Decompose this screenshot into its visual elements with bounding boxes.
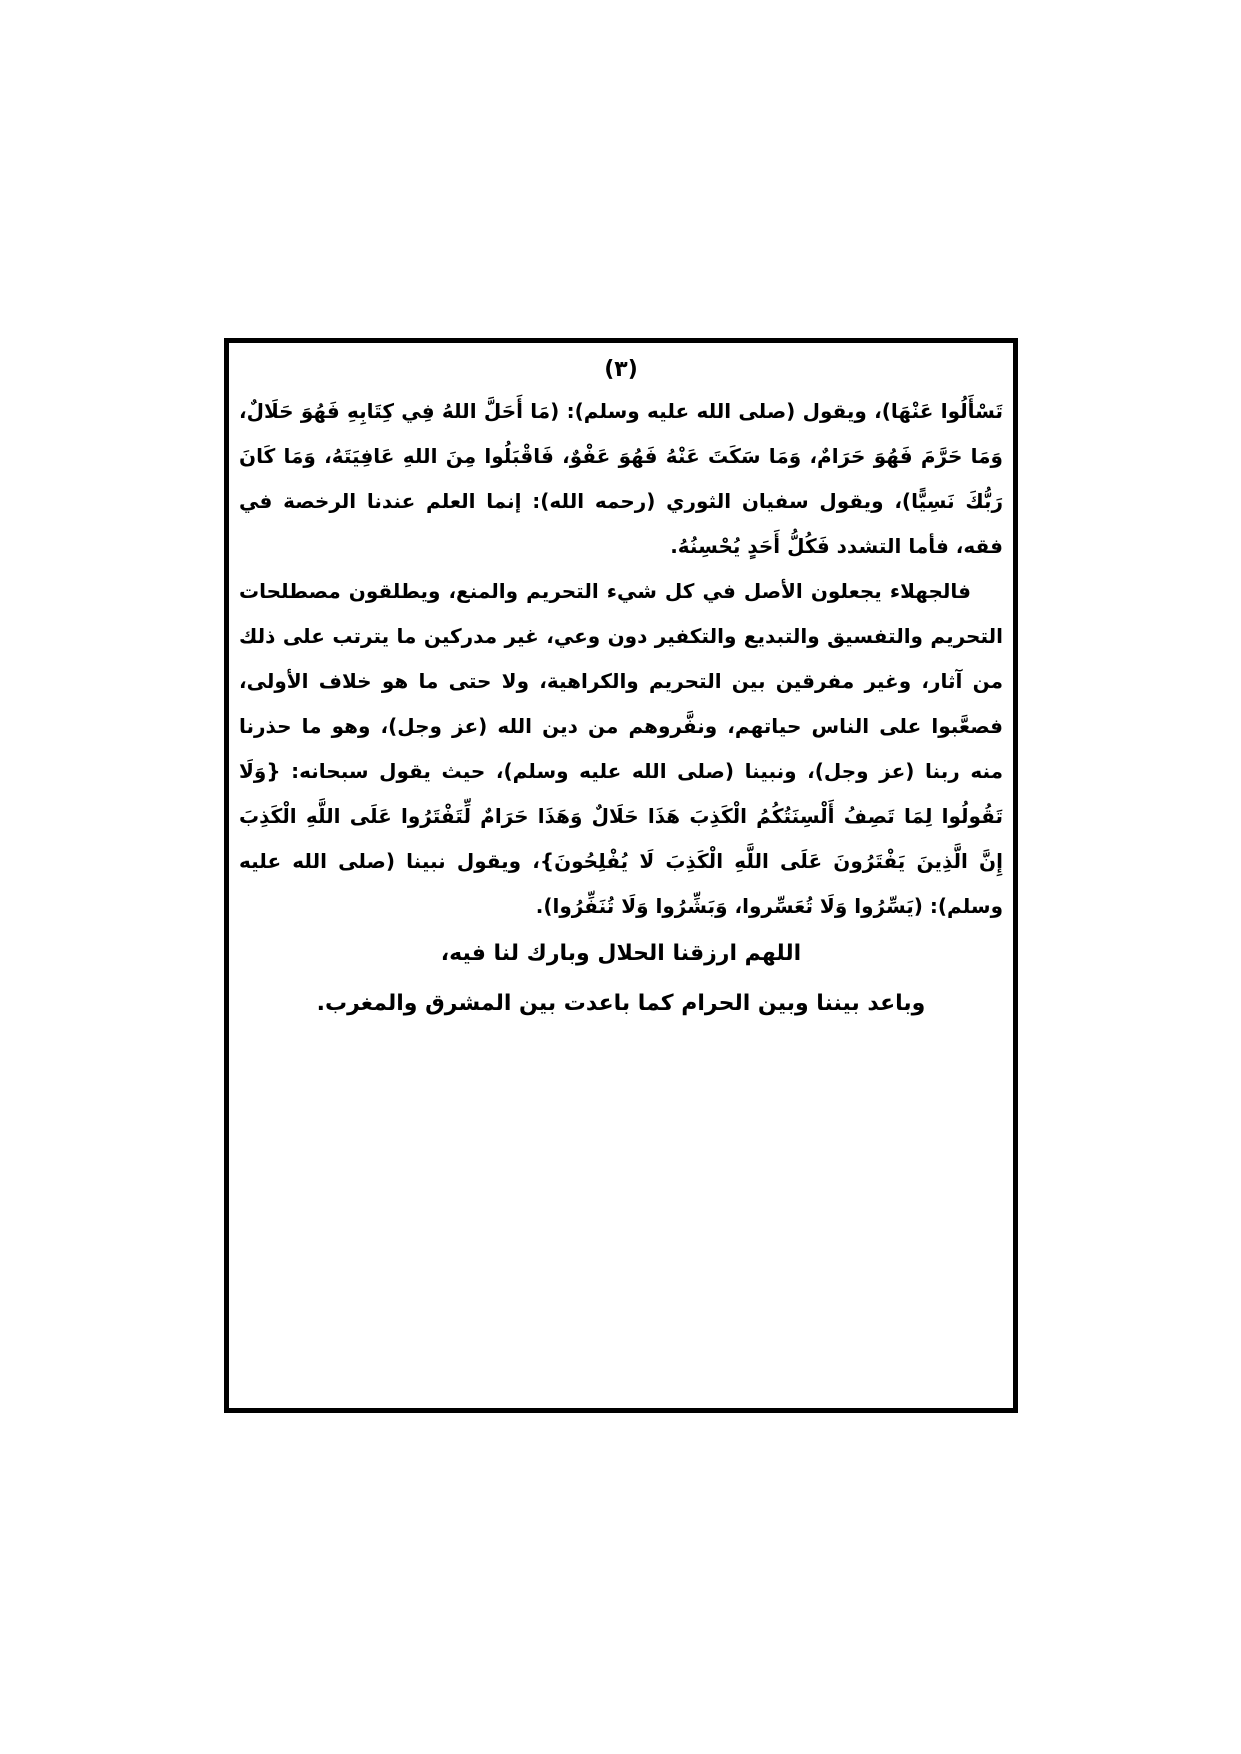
page-body [239,389,1003,1029]
paragraph-1: تَسْأَلُوا عَنْهَا)، ويقول (صلى الله عليه وسلم): (مَا أَحَلَّ اللهُ فِي كِتَابِهِ فَهُوَ حَلَالٌ، وَمَا حَرَّمَ فَهُوَ حَرَامٌ، وَمَا سَكَتَ عَنْهُ فَهُوَ عَفْوٌ، فَاقْبَلُوا مِنَ اللهِ عَافِيَتَهُ، وَمَا كَانَ رَبُّكَ نَسِيًّا)، ويقول سفيان الثوري (رحمه الله): إنما العلم عندنا الرخصة في فقه، فأما التشدد فَكُلُّ أَحَدٍ يُحْسِنُهُ. [239,399,1003,558]
paragraph-2: فالجهلاء يجعلون الأصل في كل شيء التحريم والمنع، ويطلقون مصطلحات التحريم والتفسيق والتبديع والتكفير دون وعي، غير مدركين ما يترتب على ذلك من آثار، وغير مفرقين بين التحريم والكراهية، ولا حتى ما هو خلاف الأولى، فصعَّبوا على الناس حياتهم، ونفَّروهم من دين الله (عز وجل)، وهو ما حذرنا منه ربنا (عز وجل)، ونبينا (صلى الله عليه وسلم)، حيث يقول سبحانه: {وَلَا تَقُولُوا لِمَا تَصِفُ أَلْسِنَتُكُمُ الْكَذِبَ هَذَا حَلَالٌ وَهَذَا حَرَامٌ لِّتَفْتَرُوا عَلَى اللَّهِ الْكَذِبَ إِنَّ الَّذِينَ يَفْتَرُونَ عَلَى اللَّهِ الْكَذِبَ لَا يُفْلِحُونَ}، ويقول نبينا (صلى الله عليه وسلم): (يَسِّرُوا وَلَا تُعَسِّروا، وَبَشِّرُوا وَلَا تُنَفِّرُوا). [239,579,1003,918]
closing-prayer-line-1: اللهم ارزقنا الحلال وبارك لنا فيه، [440,941,802,966]
closing-prayer-line-2: وباعد بيننا وبين الحرام كما باعدت بين المشرق والمغرب. [316,991,926,1016]
page-border-frame [224,338,1018,1413]
page-number: (٣) [604,357,638,382]
